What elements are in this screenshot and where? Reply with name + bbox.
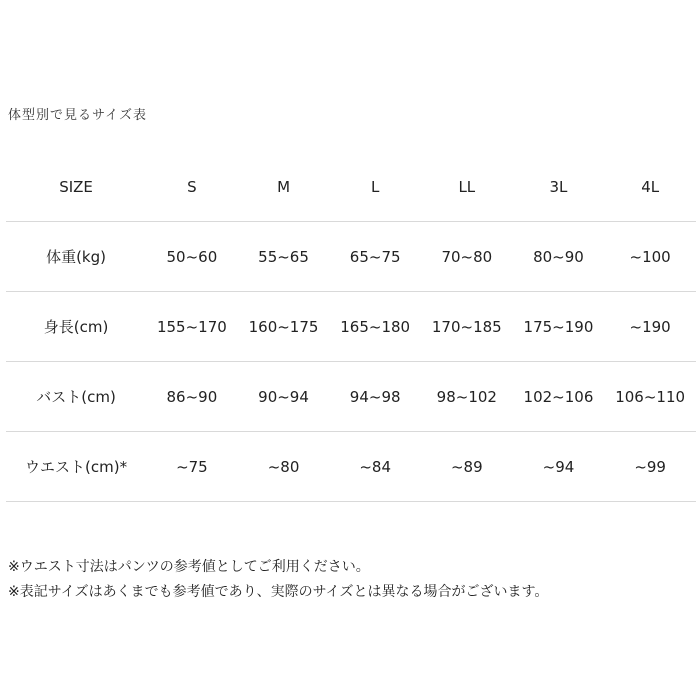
size-chart-table <box>6 152 696 502</box>
table-cell: 160~175 <box>238 292 330 362</box>
table-cell: ~80 <box>238 432 330 502</box>
table-cell: 98~102 <box>421 362 513 432</box>
table-cell: ~99 <box>604 432 696 502</box>
table-cell: 86~90 <box>146 362 238 432</box>
table-cell: 106~110 <box>604 362 696 432</box>
table-cell: 50~60 <box>146 222 238 292</box>
header-size-m: M <box>277 177 291 196</box>
table-cell: 165~180 <box>329 292 421 362</box>
page-title: 体型別で見るサイズ表 <box>8 108 147 123</box>
table-row-height <box>6 292 696 362</box>
table-cell: ~190 <box>604 292 696 362</box>
table-row-weight <box>6 222 696 292</box>
table-cell: 65~75 <box>329 222 421 292</box>
table-header-row <box>6 152 696 222</box>
table-cell: ~100 <box>604 222 696 292</box>
footnotes <box>8 555 548 605</box>
table-cell: 55~65 <box>238 222 330 292</box>
footnote-waist: ※ウエスト寸法はパンツの参考値としてご利用ください。 <box>8 559 370 575</box>
table-row-waist <box>6 432 696 502</box>
table-cell: ~89 <box>421 432 513 502</box>
footnote-reference: ※表記サイズはあくまでも参考値であり、実際のサイズとは異なる場合がございます。 <box>8 584 549 600</box>
header-size-label: SIZE <box>59 177 93 196</box>
header-size-s: S <box>187 177 197 196</box>
table-cell: ~75 <box>146 432 238 502</box>
header-size-3l: 3L <box>549 177 568 196</box>
table-cell: ~84 <box>329 432 421 502</box>
row-label-waist: ウエスト(cm)* <box>6 432 146 502</box>
header-size-l: L <box>371 177 380 196</box>
table-row-bust <box>6 362 696 432</box>
header-size-4l: 4L <box>641 177 660 196</box>
table-cell: ~94 <box>513 432 605 502</box>
row-label-weight: 体重(kg) <box>6 222 146 292</box>
header-size-ll: LL <box>458 177 476 196</box>
table-cell: 90~94 <box>238 362 330 432</box>
table-cell: 94~98 <box>329 362 421 432</box>
table-cell: 102~106 <box>513 362 605 432</box>
table-cell: 80~90 <box>513 222 605 292</box>
table-cell: 170~185 <box>421 292 513 362</box>
table-cell: 175~190 <box>513 292 605 362</box>
row-label-bust: バスト(cm) <box>6 362 146 432</box>
row-label-height: 身長(cm) <box>6 292 146 362</box>
table-cell: 155~170 <box>146 292 238 362</box>
table-cell: 70~80 <box>421 222 513 292</box>
